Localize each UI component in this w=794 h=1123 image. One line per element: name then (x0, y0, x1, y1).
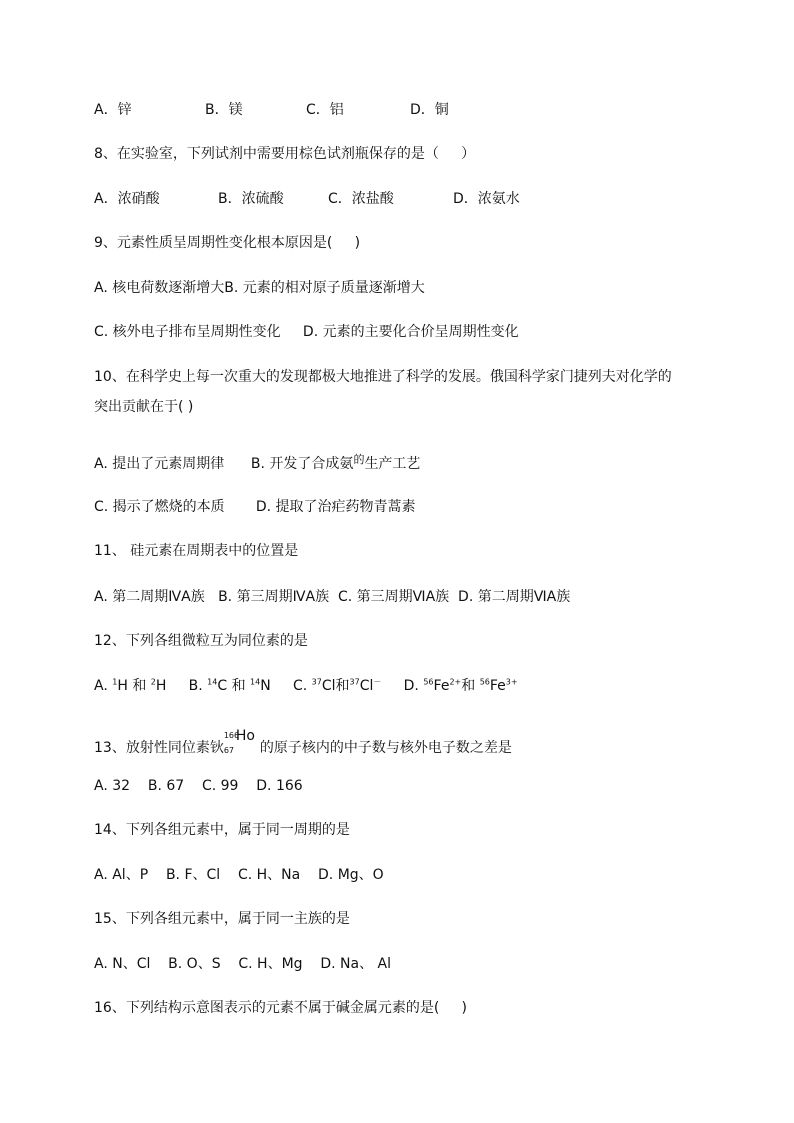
q12-option-b (189, 678, 271, 694)
q9-options-line2: C. 核外电子排布呈周期性变化 D. 元素的主要化合价呈周期性变化 (94, 324, 519, 340)
q12-option-a (94, 678, 166, 694)
isotope-mass-number: 166 (223, 731, 240, 740)
q16-stem: 16、下列结构示意图表示的元素不属于碱金属元素的是( ) (94, 1000, 467, 1016)
q8-option-a: A．浓硝酸 (94, 191, 160, 207)
q10-line1-part-c: 生产工艺 (364, 456, 421, 472)
q8-option-d: D．浓氨水 (453, 191, 520, 207)
q8-option-b: B．浓硫酸 (218, 191, 284, 207)
q12-a-h2-mass: 2 (150, 677, 156, 687)
q13-stem-part-a: 13、放射性同位素钬 (94, 740, 224, 756)
q11-options: A. 第二周期ⅣA族 B. 第三周期ⅣA族 C. 第三周期ⅥA族 D. 第二周期ⅥA族 (94, 589, 571, 605)
q12-a-h1-mass: 1 (112, 677, 118, 687)
q13-options: A. 32 B. 67 C. 99 D. 166 (94, 778, 303, 794)
q10-line1-part-a: A. 提出了元素周期律 B. 开发了合成氨 (94, 456, 354, 472)
q9-stem: 9、元素性质呈周期性变化根本原因是( ) (94, 235, 361, 251)
q12-b-c-mass: 14 (207, 677, 218, 687)
q12-stem: 12、下列各组微粒互为同位素的是 (94, 633, 308, 649)
q9-options-line1: A. 核电荷数逐渐增大B. 元素的相对原子质量逐渐增大 (94, 280, 425, 296)
q12-d-fe2-mass: 56 (479, 677, 490, 687)
q12-option-d (404, 678, 518, 694)
q12-c-cl1-mass: 37 (311, 677, 322, 687)
q10-options-line1 (94, 450, 420, 474)
q12-d-fe2-symbol: Fe (489, 678, 506, 694)
q14-options: A. Al、P B. F、Cl C. H、Na D. Mg、O (94, 867, 384, 883)
q12-a-label: A. (94, 678, 108, 694)
q12-a-and: 和 (132, 678, 147, 694)
q7-option-a: A．锌 (94, 102, 132, 118)
q8-stem: 8、在实验室，下列试剂中需要用棕色试剂瓶保存的是（ ） (94, 146, 476, 162)
q12-b-n-symbol: N (260, 678, 271, 694)
q12-c-cl1-symbol: Cl (321, 678, 336, 694)
q10-options-line2: C. 揭示了燃烧的本质 D. 提取了治疟药物青蒿素 (94, 499, 416, 515)
q12-b-label: B. (188, 678, 203, 694)
isotope-atomic-number: 67 (223, 746, 235, 755)
q12-d-label: D. (403, 678, 419, 694)
q12-d-fe1-symbol: Fe (433, 678, 450, 694)
q12-options (94, 676, 518, 696)
q15-stem: 15、下列各组元素中，属于同一主族的是 (94, 911, 350, 927)
q12-c-cl2-charge: － (373, 677, 382, 687)
q7-option-d: D．铜 (410, 102, 449, 118)
q12-d-fe1-charge: 2+ (449, 677, 462, 687)
q11-stem: 11、 硅元素在周期表中的位置是 (94, 543, 299, 559)
q12-b-and: 和 (231, 678, 246, 694)
q14-stem: 14、下列各组元素中，属于同一周期的是 (94, 822, 350, 838)
q7-option-b: B．镁 (205, 102, 243, 118)
q10-stem-line2: 突出贡献在于( ) (94, 399, 194, 415)
holmium-isotope-notation (223, 728, 260, 756)
q12-c-cl2-mass: 37 (349, 677, 360, 687)
q13-stem-part-b: 的原子核内的中子数与核外电子数之差是 (259, 740, 512, 756)
q15-options: A. N、Cl B. O、S C. H、Mg D. Na、 Al (94, 956, 392, 972)
q7-option-c: C．铝 (306, 102, 344, 118)
q12-d-fe1-mass: 56 (423, 677, 434, 687)
q10-stem-line1: 10、在科学史上每一次重大的发现都极大地推进了科学的发展。俄国科学家门捷列夫对化学的 (94, 369, 672, 385)
q10-line1-raised-char: 的 (353, 453, 365, 466)
q12-d-and: 和 (461, 678, 476, 694)
isotope-symbol: Ho (235, 728, 255, 744)
q8-option-c: C．浓盐酸 (328, 191, 394, 207)
q12-option-c (293, 678, 381, 694)
q12-c-label: C. (292, 678, 308, 694)
q12-a-h1-symbol: H (117, 678, 128, 694)
q12-b-n-mass: 14 (250, 677, 261, 687)
q12-c-cl2-symbol: Cl (359, 678, 374, 694)
q12-b-c-symbol: C (217, 678, 228, 694)
q12-a-h2-symbol: H (155, 678, 167, 694)
q12-d-fe2-charge: 3+ (505, 677, 518, 687)
q13-stem (94, 728, 512, 758)
q12-c-and: 和 (335, 678, 350, 694)
